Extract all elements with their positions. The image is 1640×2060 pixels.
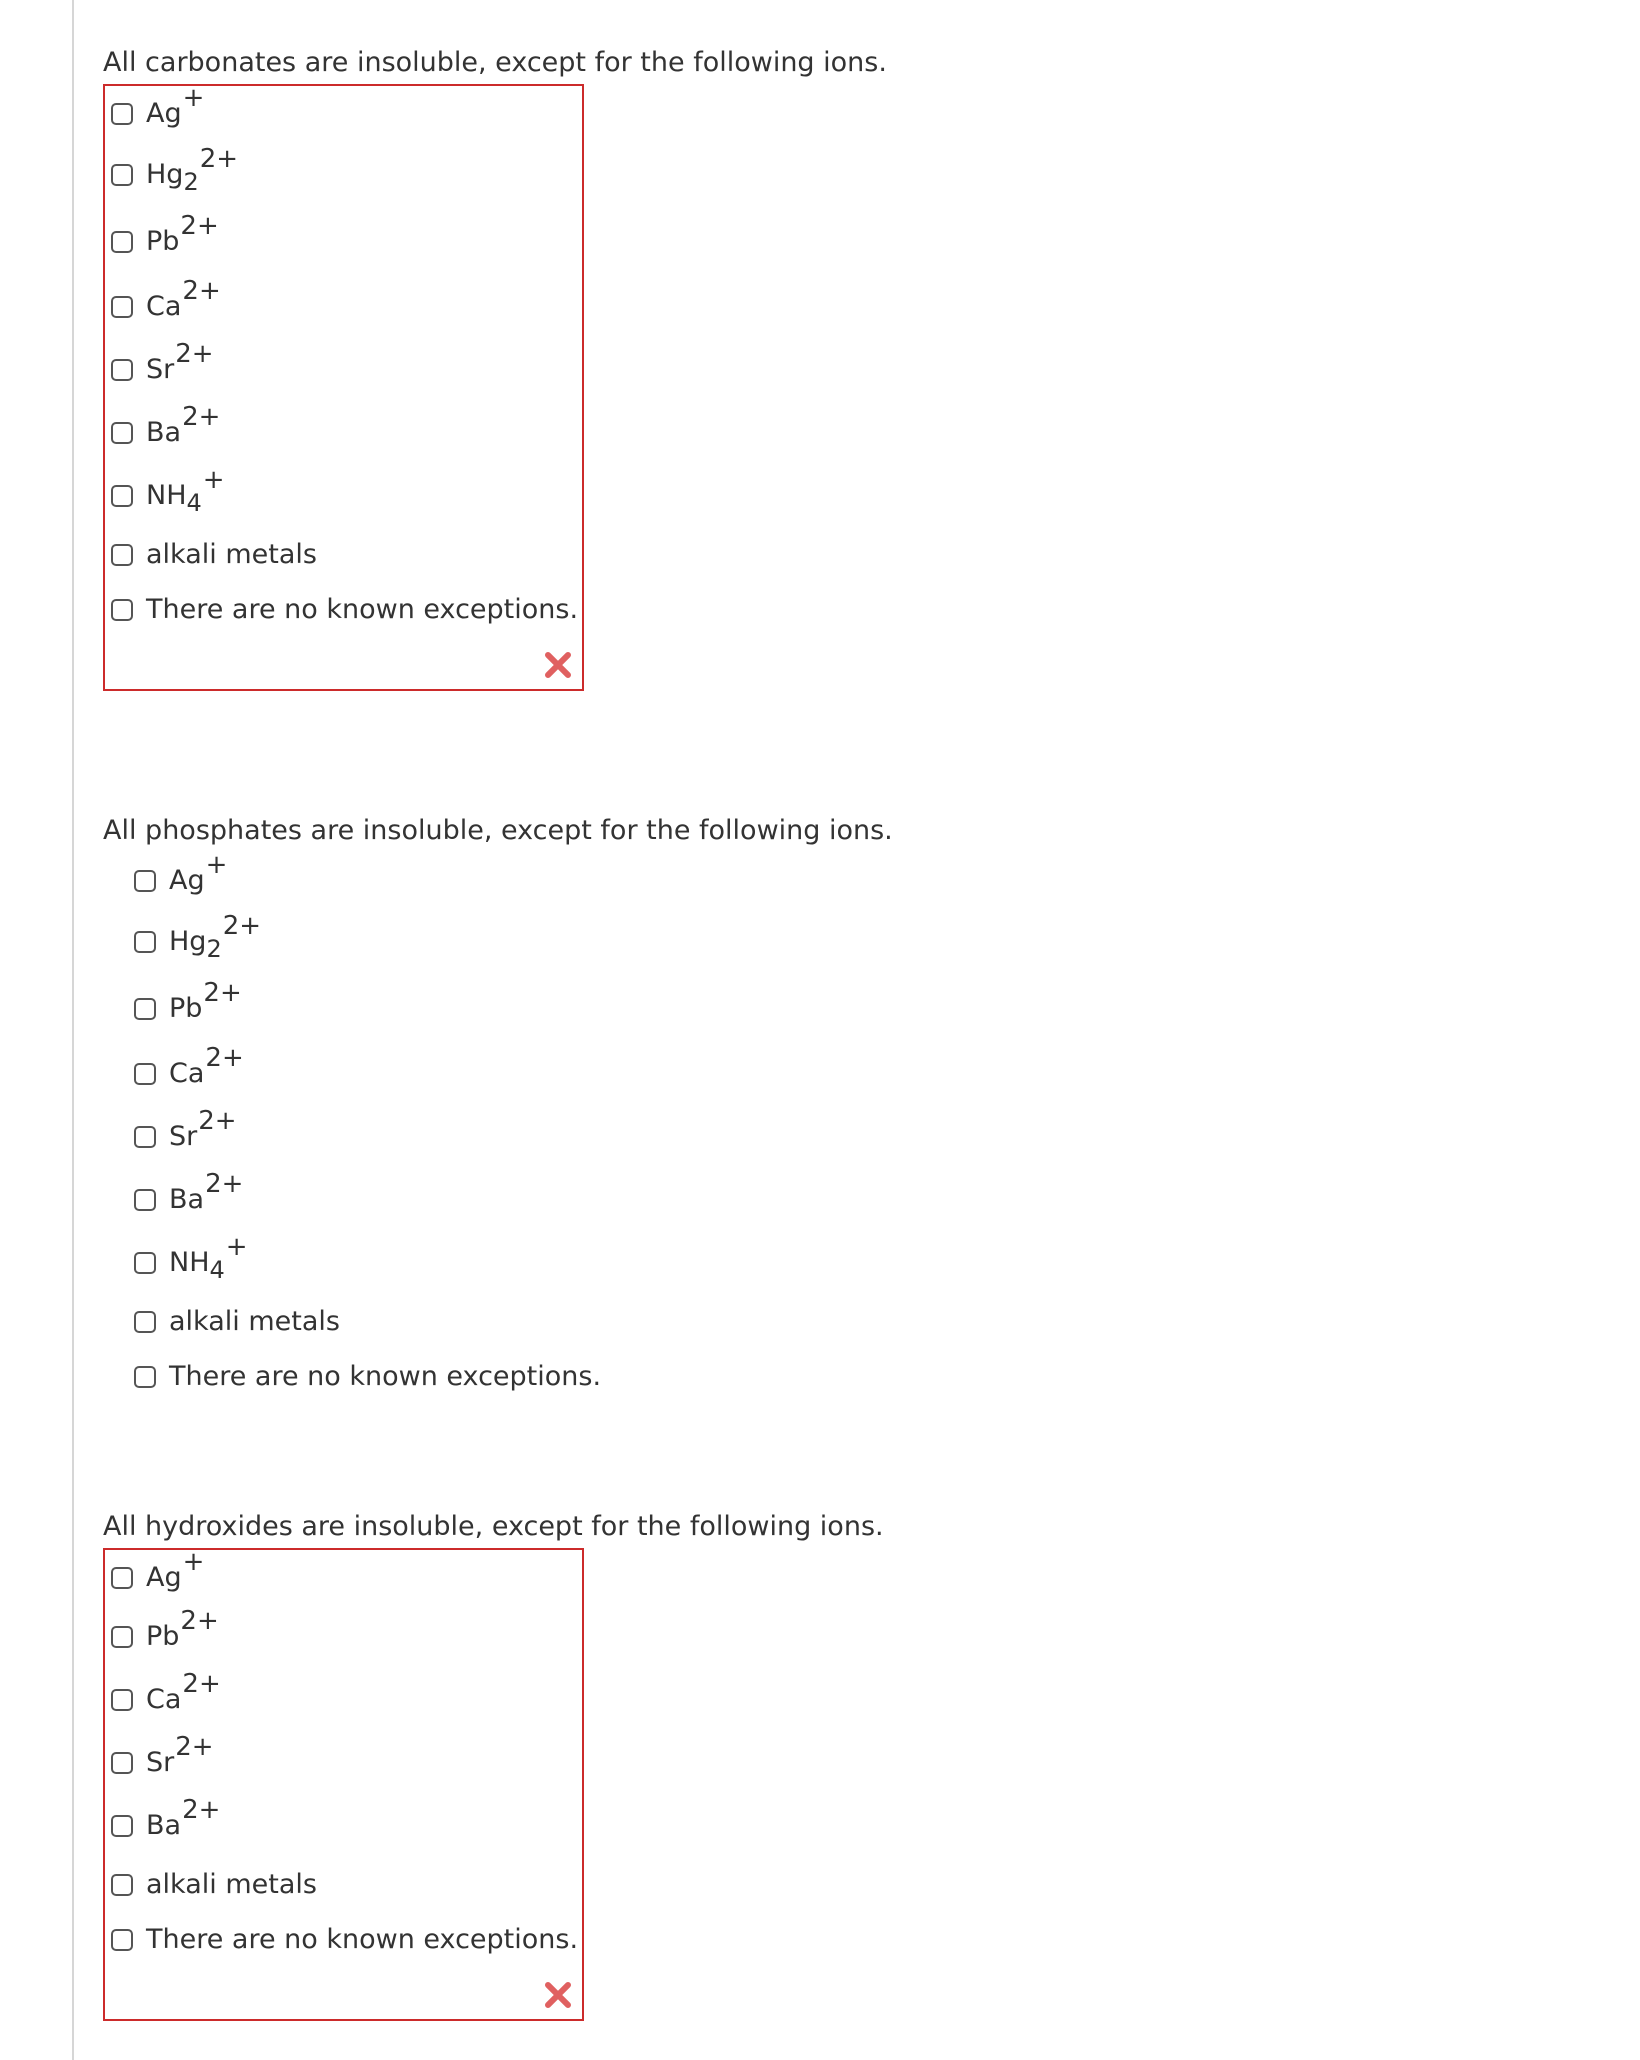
checkbox[interactable] [111, 599, 133, 621]
option-nh4[interactable] [111, 464, 582, 527]
checkbox[interactable] [111, 164, 133, 186]
checkbox[interactable] [134, 1126, 156, 1148]
checkbox[interactable] [111, 231, 133, 253]
option-label: $Hg_2^{2+}$ [169, 910, 262, 963]
option-sr[interactable] [134, 1105, 893, 1168]
option-ba[interactable] [111, 1794, 582, 1857]
answer-group-incorrect [103, 1548, 584, 2021]
option-label: $Ca^{2+}$ [169, 1042, 244, 1090]
option-label: alkali metals [146, 1868, 317, 1900]
checkbox[interactable] [111, 422, 133, 444]
question-carbonates [103, 47, 887, 691]
option-sr[interactable] [111, 338, 582, 401]
checkbox[interactable] [111, 544, 133, 566]
option-label: There are no known exceptions. [169, 1360, 602, 1392]
option-ca[interactable] [111, 1668, 582, 1731]
incorrect-x-icon [543, 650, 573, 680]
option-label: Ag+ [146, 82, 205, 130]
option-ba[interactable] [111, 401, 582, 464]
option-label: $Pb^{2+}$ [169, 977, 242, 1025]
question-phosphates [103, 815, 893, 1404]
option-label: alkali metals [169, 1305, 340, 1337]
checkbox[interactable] [134, 931, 156, 953]
option-label: $Sr^{2+}$ [169, 1105, 237, 1153]
option-hg2[interactable] [111, 141, 582, 208]
option-label: There are no known exceptions. [146, 593, 579, 625]
option-alkali-metals[interactable] [111, 527, 582, 582]
option-pb[interactable] [134, 975, 893, 1042]
option-alkali-metals[interactable] [134, 1294, 893, 1349]
answer-group-incorrect [103, 84, 584, 691]
option-label: $Ba^{2+}$ [146, 1794, 221, 1842]
checkbox[interactable] [111, 1689, 133, 1711]
checkbox[interactable] [134, 1366, 156, 1388]
checkbox[interactable] [134, 870, 156, 892]
option-ca[interactable] [111, 275, 582, 338]
checkbox[interactable] [134, 1252, 156, 1274]
checkbox[interactable] [111, 1567, 133, 1589]
option-pb[interactable] [111, 208, 582, 275]
checkbox[interactable] [134, 1311, 156, 1333]
option-no-exceptions[interactable] [134, 1349, 893, 1404]
option-nh4[interactable] [134, 1231, 893, 1294]
option-label: $Pb^{2+}$ [146, 1605, 219, 1653]
question-prompt: All carbonates are insoluble, except for the following ions. [103, 47, 887, 78]
checkbox[interactable] [111, 1626, 133, 1648]
option-ag[interactable] [134, 849, 893, 908]
question-prompt: All hydroxides are insoluble, except for the following ions. [103, 1511, 884, 1542]
option-label: Ag+ [146, 1546, 205, 1594]
incorrect-x-icon [543, 1980, 573, 2010]
option-label: $Sr^{2+}$ [146, 1731, 214, 1779]
option-no-exceptions[interactable] [111, 1912, 582, 1967]
checkbox[interactable] [111, 359, 133, 381]
option-ag[interactable] [111, 82, 582, 141]
checkbox[interactable] [134, 1063, 156, 1085]
checkbox[interactable] [134, 1189, 156, 1211]
answer-group [103, 849, 893, 1404]
option-alkali-metals[interactable] [111, 1857, 582, 1912]
checkbox[interactable] [111, 485, 133, 507]
option-ag[interactable] [111, 1546, 582, 1605]
option-ba[interactable] [134, 1168, 893, 1231]
option-label: $Sr^{2+}$ [146, 338, 214, 386]
left-margin-rule [72, 0, 74, 2060]
checkbox[interactable] [111, 103, 133, 125]
option-label: $NH_4^+$ [169, 1231, 248, 1284]
option-label: $Ba^{2+}$ [169, 1168, 244, 1216]
option-label: There are no known exceptions. [146, 1923, 579, 1955]
option-label: $Pb^{2+}$ [146, 210, 219, 258]
option-ca[interactable] [134, 1042, 893, 1105]
option-no-exceptions[interactable] [111, 582, 582, 637]
checkbox[interactable] [111, 1815, 133, 1837]
option-label: alkali metals [146, 538, 317, 570]
checkbox[interactable] [111, 1929, 133, 1951]
option-hg2[interactable] [134, 908, 893, 975]
option-label: $Hg_2^{2+}$ [146, 143, 239, 196]
question-hydroxides [103, 1511, 884, 2021]
checkbox[interactable] [111, 1874, 133, 1896]
option-pb[interactable] [111, 1605, 582, 1668]
option-label: $Ca^{2+}$ [146, 1668, 221, 1716]
checkbox[interactable] [134, 998, 156, 1020]
checkbox[interactable] [111, 296, 133, 318]
option-label: $Ca^{2+}$ [146, 275, 221, 323]
question-prompt: All phosphates are insoluble, except for the following ions. [103, 815, 893, 846]
checkbox[interactable] [111, 1752, 133, 1774]
option-label: $NH_4^+$ [146, 464, 225, 517]
option-label: Ag+ [169, 849, 228, 897]
option-sr[interactable] [111, 1731, 582, 1794]
option-label: $Ba^{2+}$ [146, 401, 221, 449]
